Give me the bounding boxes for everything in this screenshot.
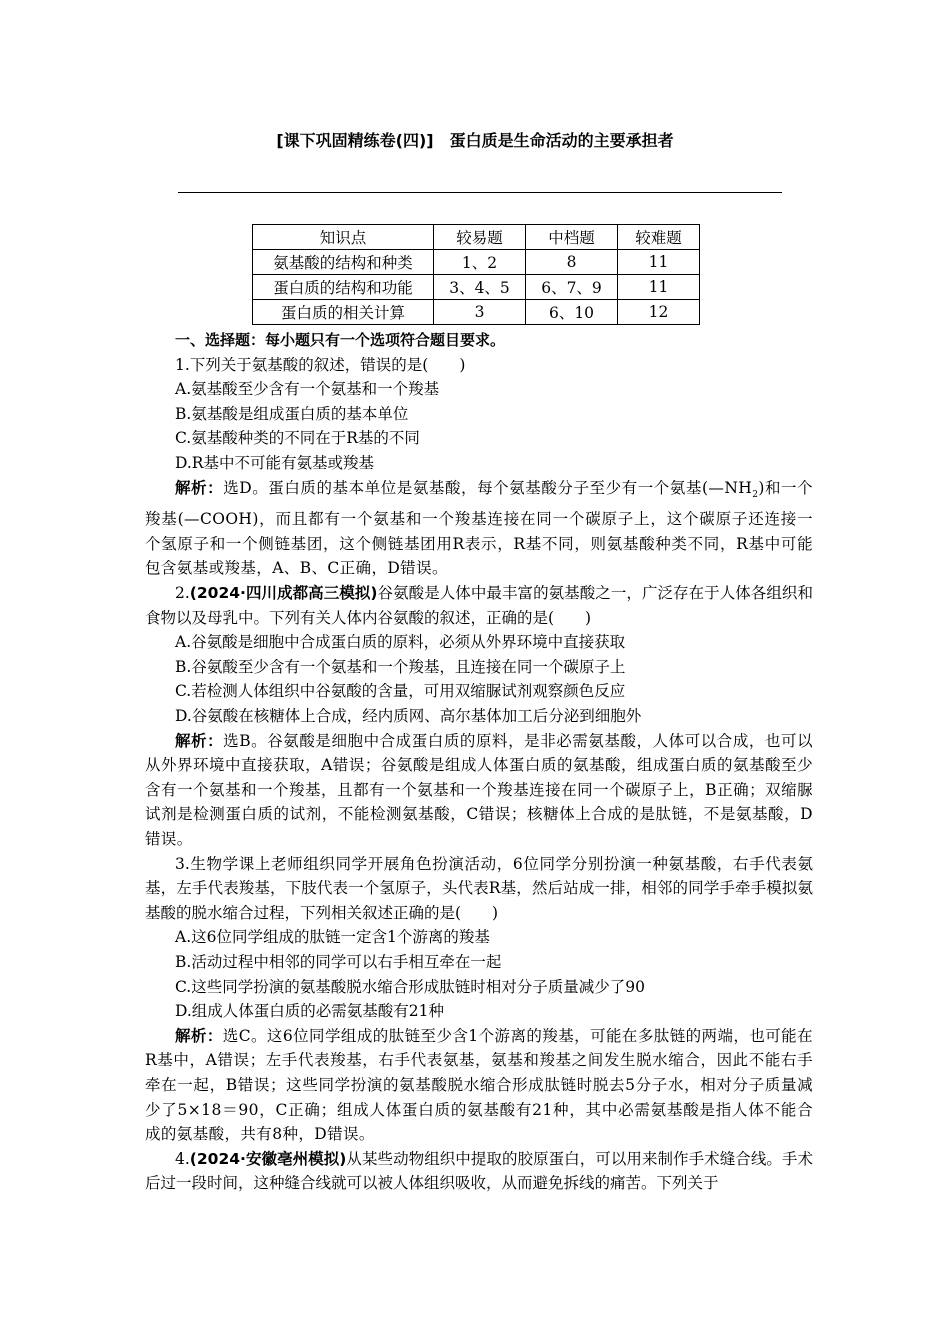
table-cell: 12 xyxy=(618,300,700,325)
question-1 xyxy=(145,353,813,581)
table-cell: 11 xyxy=(618,250,700,275)
analysis-text: 选B。谷氨酸是细胞中合成蛋白质的原料，是非必需氨基酸，人体可以合成，也可以从外界环境中直接获取，A错误；谷氨酸是组成人体蛋白质的氨基酸，组成蛋白质的氨基酸至少含有一个氨基和一个羧基，且都有一个氨基和一个羧基连接在同一个碳原子上，B正确；双缩脲试剂是检测蛋白质的试剂，不能检测氨基酸，C错误；核糖体上合成的是肽链，不是氨基酸，D错误。 xyxy=(145,731,813,848)
header-divider xyxy=(178,192,782,193)
knowledge-point-table xyxy=(252,224,700,325)
table-row xyxy=(253,300,700,325)
option-d: D.组成人体蛋白质的必需氨基酸有21种 xyxy=(175,1002,445,1021)
option-c: C.这些同学扮演的氨基酸脱水缩合形成肽链时相对分子质量减少了90 xyxy=(175,977,645,996)
analysis xyxy=(145,1024,813,1147)
table-row xyxy=(253,275,700,300)
question-stem: 1.下列关于氨基酸的叙述，错误的是( ) xyxy=(175,355,466,374)
option-b: B.活动过程中相邻的同学可以右手相互牵在一起 xyxy=(175,952,502,971)
table-cell: 11 xyxy=(618,275,700,300)
question-number: 2. xyxy=(175,584,190,603)
table-cell: 蛋白质的相关计算 xyxy=(253,300,434,325)
question-text: 从某些动物组织中提取的胶原蛋白，可以用来制作手术缝合线。手术后过一段时间，这种缝合线就可以被人体组织吸收，从而避免拆线的痛苦。下列关于 xyxy=(145,1149,813,1193)
table-header-row xyxy=(253,225,700,250)
analysis-label: 解析： xyxy=(175,731,224,750)
question-text: 谷氨酸是人体中最丰富的氨基酸之一，广泛存在于人体各组织和食物以及母乳中。下列有关人体内谷氨酸的叙述，正确的是( ) xyxy=(145,584,813,627)
question-source: (2024·安徽亳州模拟) xyxy=(189,1149,347,1168)
question-stem xyxy=(145,1147,813,1196)
table-header-cell: 中档题 xyxy=(526,225,618,250)
table-row xyxy=(253,250,700,275)
option-c: C.氨基酸种类的不同在于R基的不同 xyxy=(175,429,420,448)
analysis xyxy=(145,476,813,581)
question-stem: 3.生物学课上老师组织同学开展角色扮演活动，6位同学分别扮演一种氨基酸，右手代表氨基，左手代表羧基，下肢代表一个氢原子，头代表R基，然后站成一排，相邻的同学手牵手模拟氨基酸的脱水缩合过程，下列相关叙述正确的是( ) xyxy=(145,854,813,922)
option-b: B.谷氨酸至少含有一个氨基和一个羧基，且连接在同一个碳原子上 xyxy=(175,657,626,676)
page-title: [课下巩固精练卷(四)] 蛋白质是生命活动的主要承担者 xyxy=(276,131,674,150)
table-cell: 蛋白质的结构和功能 xyxy=(253,275,434,300)
table-cell: 3 xyxy=(434,300,526,325)
question-4 xyxy=(145,1147,813,1196)
question-3 xyxy=(145,852,813,1147)
table-cell: 1、2 xyxy=(434,250,526,275)
analysis-text: 选C。这6位同学组成的肽链至少含1个游离的羧基，可能在多肽链的两端，也可能在R基中，A错误；左手代表羧基，右手代表氨基，氨基和羧基之间发生脱水缩合，因此不能右手牵在一起，B错误；这些同学扮演的氨基酸脱水缩合形成肽链时脱去5分子水，相对分子质量减少了5×18＝90，C正确；组成人体蛋白质的氨基酸有21种，其中必需氨基酸是指人体不能合成的氨基酸，共有8种，D错误。 xyxy=(145,1026,813,1144)
analysis xyxy=(145,729,813,852)
question-body xyxy=(145,328,813,1196)
question-number: 4. xyxy=(175,1149,190,1168)
table-header-cell: 知识点 xyxy=(253,225,434,250)
option-a: A.谷氨酸是细胞中合成蛋白质的原料，必须从外界环境中直接获取 xyxy=(175,633,626,652)
option-b: B.氨基酸是组成蛋白质的基本单位 xyxy=(175,404,409,423)
table-cell: 氨基酸的结构和种类 xyxy=(253,250,434,275)
table-cell: 8 xyxy=(526,250,618,275)
question-source: (2024·四川成都高三模拟) xyxy=(189,584,378,603)
option-d: D.R基中不可能有氨基或羧基 xyxy=(175,453,374,472)
analysis-label: 解析： xyxy=(175,1026,223,1045)
analysis-text: 选D。蛋白质的基本单位是氨基酸，每个氨基酸分子至少有一个氨基(—NH xyxy=(223,478,753,497)
table-cell: 6、10 xyxy=(526,300,618,325)
analysis-subscript: 2 xyxy=(752,489,759,500)
option-c: C.若检测人体组织中谷氨酸的含量，可用双缩脲试剂观察颜色反应 xyxy=(175,682,626,701)
analysis-text-cont: )和一个羧基(—COOH)，而且都有一个氨基和一个羧基连接在同一个碳原子上，这个碳原子还连接一个氢原子和一个侧链基团，这个侧链基团用R表示，R基不同，则氨基酸种类不同，R基中可能包含氨基或羧基，A、B、C正确，D错误。 xyxy=(145,478,813,578)
section-heading: 一、选择题：每小题只有一个选项符合题目要求。 xyxy=(175,331,506,349)
table-header-cell: 较难题 xyxy=(618,225,700,250)
option-d: D.谷氨酸在核糖体上合成，经内质网、高尔基体加工后分泌到细胞外 xyxy=(175,707,642,725)
table-cell: 3、4、5 xyxy=(434,275,526,300)
question-stem xyxy=(145,581,813,630)
question-2 xyxy=(145,581,813,852)
table-header-cell: 较易题 xyxy=(434,225,526,250)
analysis-label: 解析： xyxy=(175,478,224,497)
option-a: A.这6位同学组成的肽链一定含1个游离的羧基 xyxy=(175,928,490,947)
table-cell: 6、7、9 xyxy=(526,275,618,300)
option-a: A.氨基酸至少含有一个氨基和一个羧基 xyxy=(175,380,440,399)
